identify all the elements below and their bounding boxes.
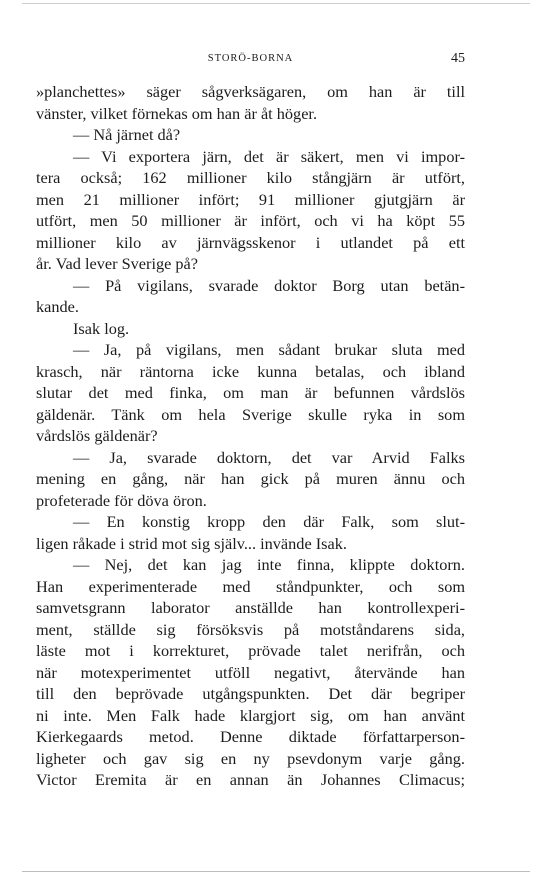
text-line: Isak log. [73, 318, 130, 338]
text-line: läste mot i korrekturet, prövade talet nerifrån, och [36, 641, 465, 660]
text-line: — Nej, det kan jag inte finna, klippte doktorn. [73, 555, 465, 574]
text-line: vårdslös gäldenär? [36, 426, 158, 445]
text-line: ni inte. Men Falk hade klargjort sig, om han använt [36, 705, 465, 725]
body-text [36, 81, 465, 791]
text-line: ment, ställde sig försöksvis på motståndarens sida, [36, 619, 465, 639]
text-line: Han experimenterade med ståndpunkter, och som [36, 576, 465, 596]
bottom-edge-rule [22, 871, 530, 872]
text-line: slutar det med finka, om man är befunnen vårdslös [36, 383, 465, 402]
text-line: gäldenär. Tänk om hela Sverige skulle ryka in som [36, 404, 465, 424]
text-line: mening en gång, när han gick på muren ännu och [36, 469, 465, 488]
text-line: Victor Eremita är en annan än Johannes Climacus; [36, 770, 465, 789]
page-number: 45 [451, 51, 465, 66]
text-line: ligheter och gav sig en ny psevdonym varje gång. [36, 748, 465, 768]
text-line: tera också; 162 millioner kilo stångjärn är utfört, [36, 168, 465, 187]
text-line: — Vi exportera järn, det är säkert, men vi impor- [73, 146, 465, 166]
running-title: STORÖ-BORNA [207, 53, 294, 64]
text-line: »planchettes» säger sågverksägaren, om han är till [36, 82, 465, 101]
text-line: år. Vad lever Sverige på? [36, 254, 198, 273]
text-line: ligen råkade i strid mot sig själv... invände Isak. [36, 533, 347, 553]
text-line: — Ja, svarade doktorn, det var Arvid Falks [73, 447, 465, 467]
text-line: vänster, vilket förnekas om han är åt höger. [36, 103, 318, 123]
text-line: men 21 millioner infört; 91 millioner gjutgjärn är [36, 189, 465, 209]
text-line: — En konstig kropp den där Falk, som slut- [73, 512, 465, 531]
text-line: utfört, men 50 millioner är infört, och vi ha köpt 55 [36, 211, 465, 230]
text-line: millioner kilo av järnvägsskenor i utlandet på ett [36, 232, 465, 252]
text-line: krasch, när räntorna icke kunna betalas, och ibland [36, 361, 465, 381]
top-edge-rule [22, 3, 530, 4]
text-line: — Nå järnet då? [73, 125, 181, 144]
running-header [36, 50, 465, 68]
text-line: kande. [36, 297, 79, 316]
text-line: — På vigilans, svarade doktor Borg utan betän- [73, 275, 465, 295]
text-line: till den beprövade utgångspunkten. Det där begriper [36, 684, 465, 703]
text-line: — Ja, på vigilans, men sådant brukar sluta med [73, 340, 465, 359]
text-line: Kierkegaards metod. Denne diktade författarperson- [36, 727, 465, 746]
text-line: profeterade för döva öron. [36, 490, 207, 510]
text-line: samvetsgrann laborator anställde han kontrollexperi- [36, 598, 465, 617]
text-line: när motexperimentet utföll negativt, återvände han [36, 662, 465, 682]
